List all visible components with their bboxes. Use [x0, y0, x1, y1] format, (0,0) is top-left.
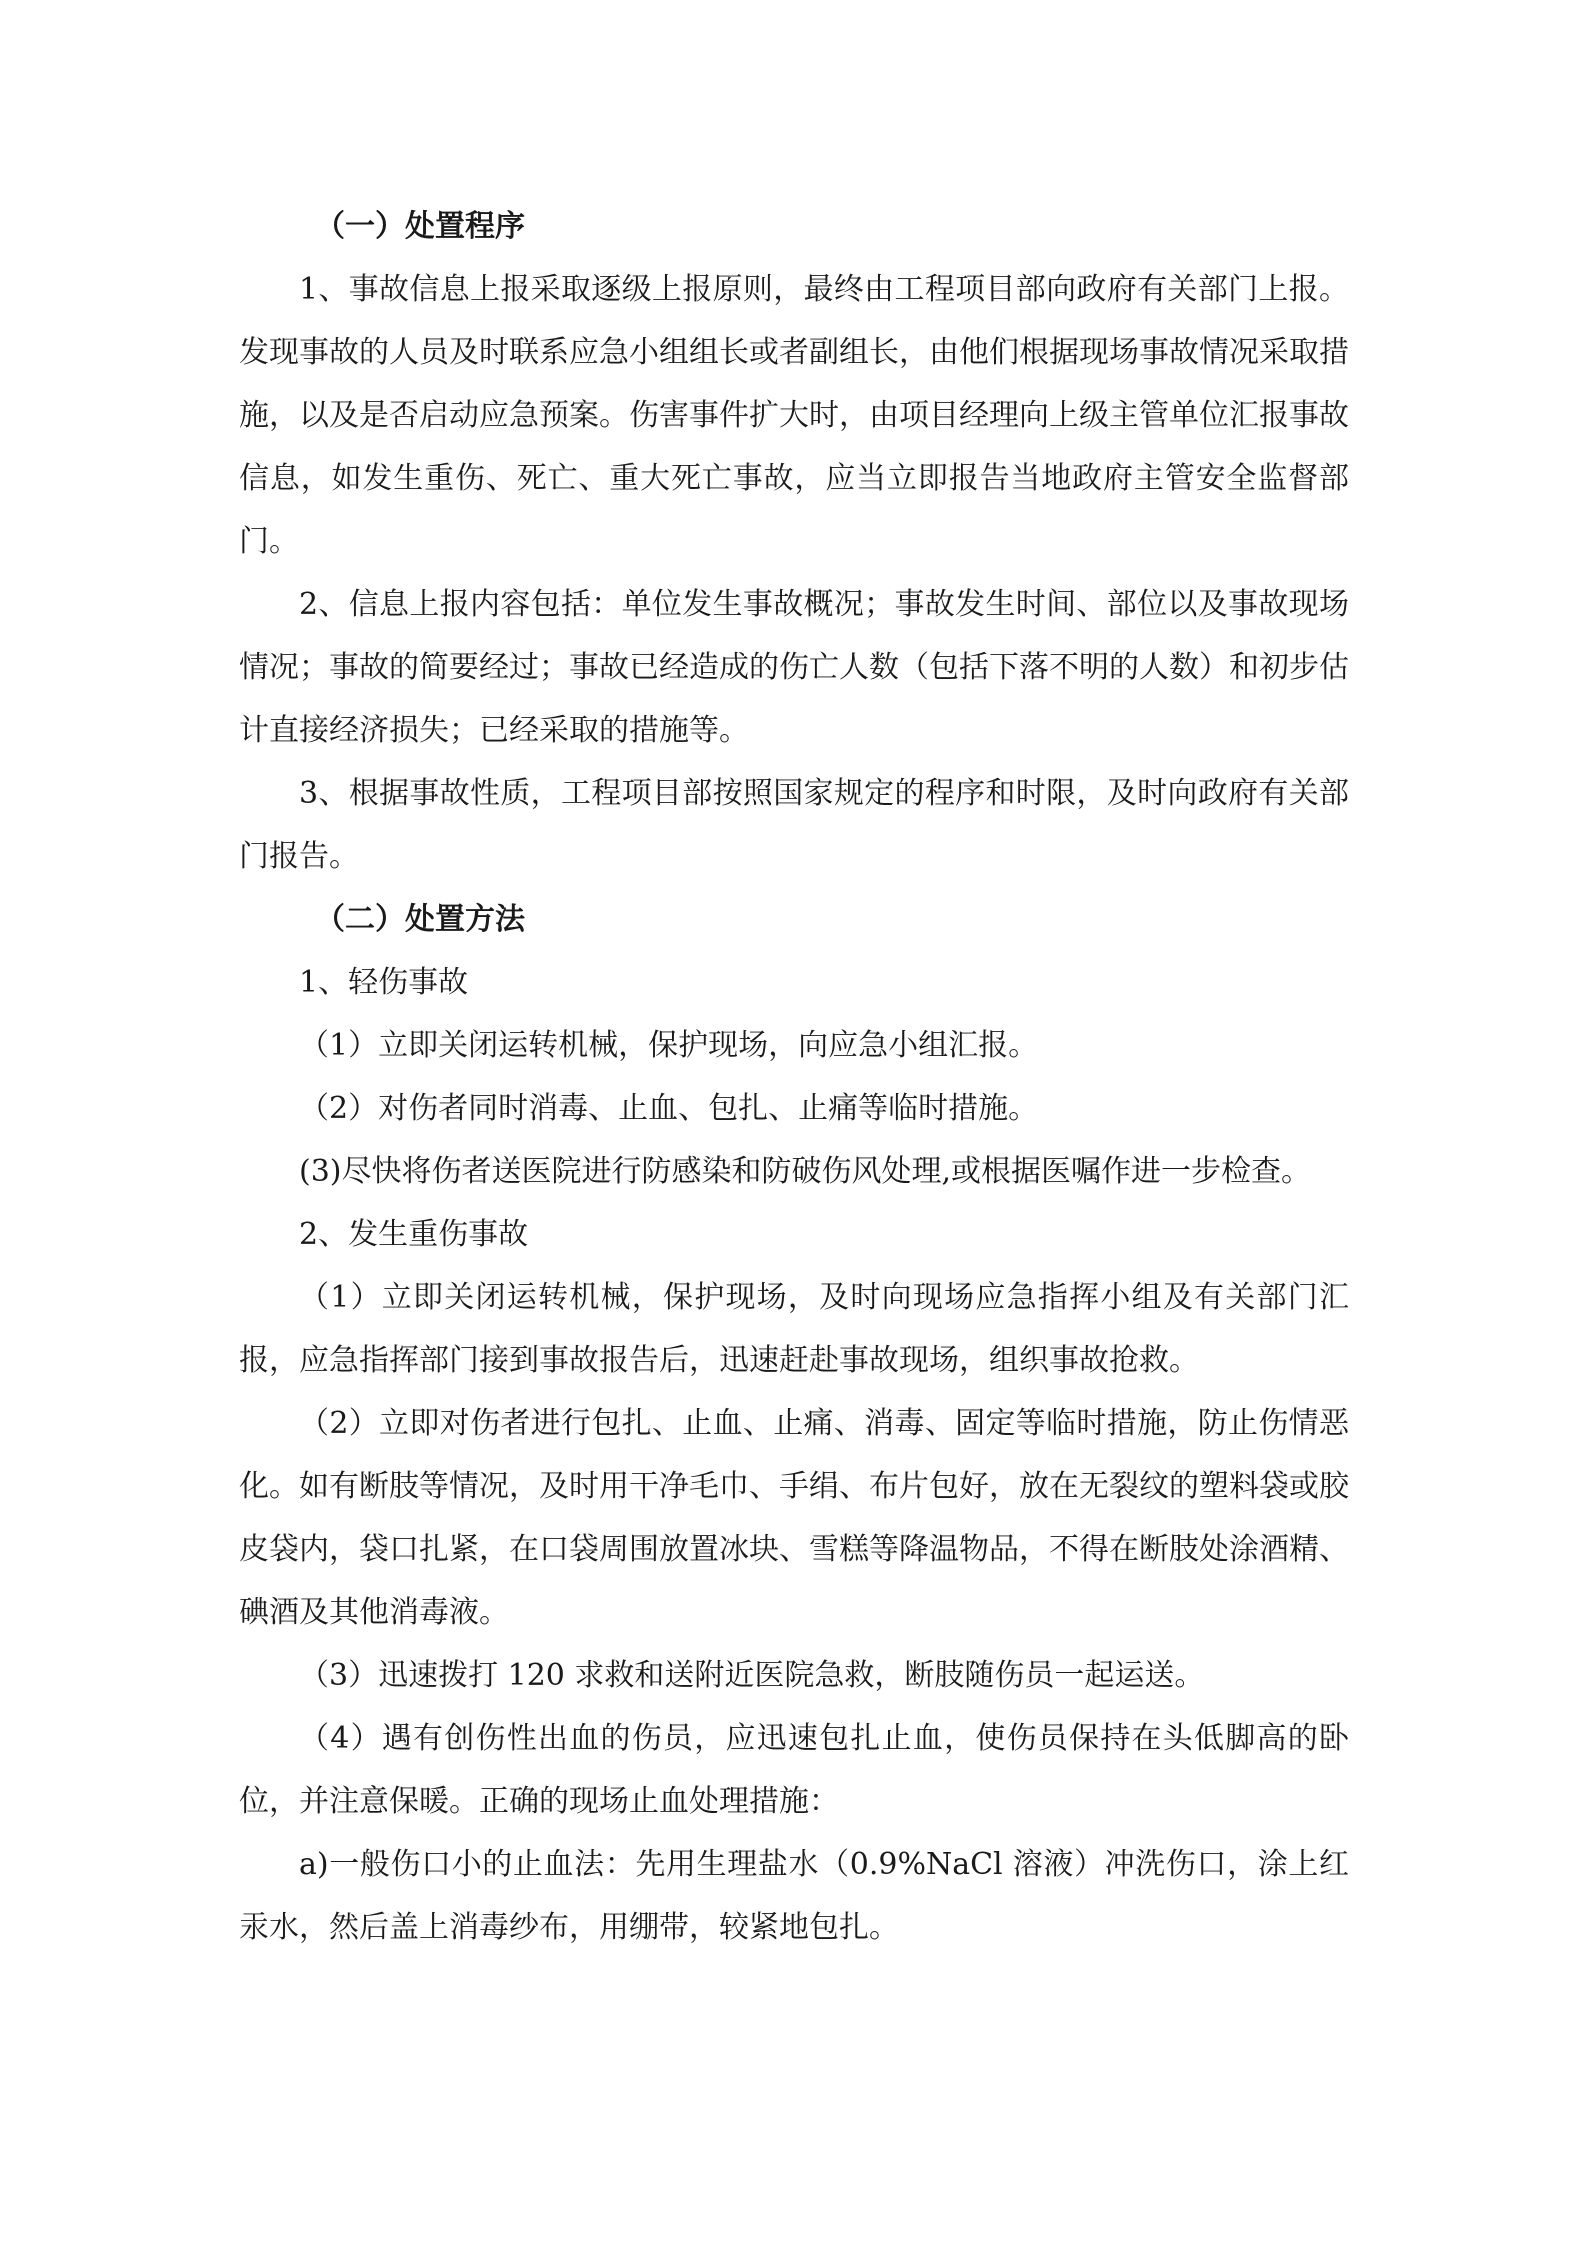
document-body [239, 195, 1349, 1959]
section-heading-methods: （二）处置方法 [315, 902, 525, 937]
paragraph-serious-step-1: （1）立即关闭运转机械，保护现场，及时向现场应急指挥小组及有关部门汇报，应急指挥部门接到事故报告后，迅速赶赴事故现场，组织事故抢救。 [239, 1280, 1349, 1378]
paragraph-minor-step-2: （2）对伤者同时消毒、止血、包扎、止痛等临时措施。 [299, 1091, 1039, 1126]
paragraph-minor-step-3: (3)尽快将伤者送医院进行防感染和防破伤风处理,或根据医嘱作进一步检查。 [299, 1154, 1312, 1189]
paragraph-reporting-principle: 1、事故信息上报采取逐级上报原则，最终由工程项目部向政府有关部门上报。发现事故的人员及时联系应急小组组长或者副组长，由他们根据现场事故情况采取措施，以及是否启动应急预案。伤害事件扩大时，由项目经理向上级主管单位汇报事故信息，如发生重伤、死亡、重大死亡事故，应当立即报告当地政府主管安全监督部门。 [239, 272, 1349, 559]
paragraph-serious-injury-title: 2、发生重伤事故 [299, 1217, 529, 1252]
paragraph-serious-step-3: （3）迅速拨打 120 求救和送附近医院急救，断肢随伤员一起运送。 [299, 1658, 1205, 1693]
paragraph-minor-injury-title: 1、轻伤事故 [299, 965, 469, 1000]
paragraph-report-timeline: 3、根据事故性质，工程项目部按照国家规定的程序和时限，及时向政府有关部门报告。 [239, 776, 1349, 874]
paragraph-minor-step-1: （1）立即关闭运转机械，保护现场，向应急小组汇报。 [299, 1028, 1039, 1063]
section-heading-procedure: （一）处置程序 [315, 209, 525, 244]
paragraph-serious-step-4: （4）遇有创伤性出血的伤员，应迅速包扎止血，使伤员保持在头低脚高的卧位，并注意保暖。正确的现场止血处理措施： [239, 1721, 1349, 1819]
paragraph-serious-step-2: （2）立即对伤者进行包扎、止血、止痛、消毒、固定等临时措施，防止伤情恶化。如有断肢等情况，及时用干净毛巾、手绢、布片包好，放在无裂纹的塑料袋或胶皮袋内，袋口扎紧，在口袋周围放置冰块、雪糕等降温物品，不得在断肢处涂酒精、碘酒及其他消毒液。 [239, 1406, 1349, 1630]
paragraph-bleeding-method-a: a)一般伤口小的止血法：先用生理盐水（0.9%NaCl 溶液）冲洗伤口，涂上红汞水，然后盖上消毒纱布，用绷带，较紧地包扎。 [239, 1847, 1349, 1945]
paragraph-report-contents: 2、信息上报内容包括：单位发生事故概况；事故发生时间、部位以及事故现场情况；事故的简要经过；事故已经造成的伤亡人数（包括下落不明的人数）和初步估计直接经济损失；已经采取的措施等。 [239, 587, 1349, 748]
